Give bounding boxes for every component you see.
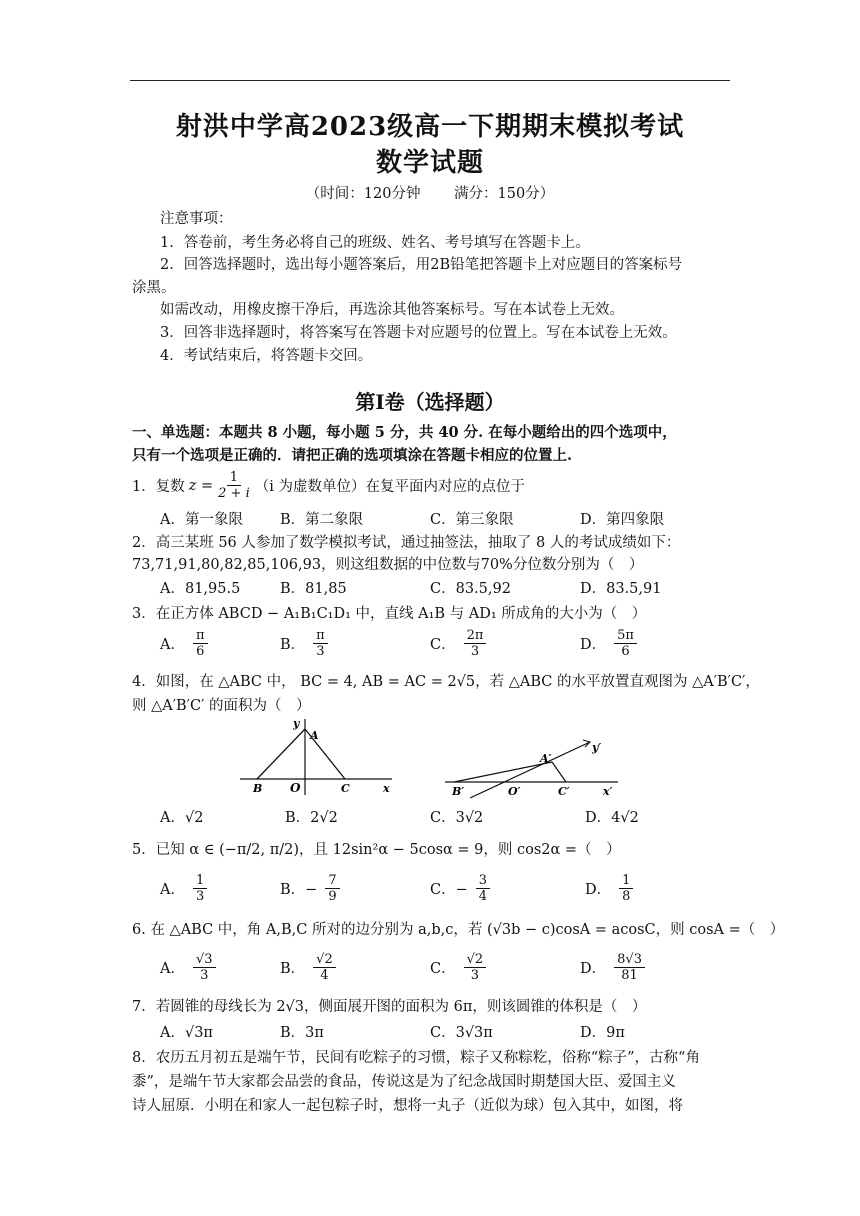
q5-option-a — [160, 873, 209, 904]
q4-option-d: D．4√2 — [585, 810, 639, 826]
q3-option-b — [280, 628, 330, 659]
section-instruction-1: 一、单选题：本题共 8 小题，每小题 5 分，共 40 分. 在每小题给出的四个选项中， — [132, 424, 677, 441]
q2-option-a: A．81,95.5 — [160, 581, 241, 597]
q6-option-b — [280, 952, 338, 983]
exam-title: 射洪中学高2023级高一下期期末模拟考试 — [175, 112, 685, 142]
q5-a-num: 1 — [193, 873, 207, 889]
q5-a-den: 3 — [195, 889, 205, 904]
q6-a-den: 3 — [200, 968, 209, 983]
q1-z: z = — [188, 477, 214, 494]
q3-b-num: π — [313, 628, 328, 644]
q6-d-num: 8√3 — [614, 952, 645, 968]
question-4: 4．如图，在 △ABC 中， BC = 4, AB = AC = 2√5，若 △ABC 的水平放置直观图为 △A′B′C′， — [132, 674, 760, 690]
q1-numerator: 1 — [227, 470, 241, 486]
fig1-label-y: y — [293, 717, 300, 730]
q3-b-label: B． — [280, 637, 306, 653]
q6-d-label: D． — [580, 961, 607, 977]
header-rule — [130, 80, 730, 81]
q6-a-num: √3 — [193, 952, 216, 968]
q3-c-den: 3 — [470, 644, 480, 659]
q6-option-c — [430, 952, 488, 983]
q7-option-a: A．√3π — [160, 1025, 213, 1041]
q5-option-d — [585, 873, 635, 904]
q1-option-d: D．第四象限 — [580, 512, 665, 528]
q1-prefix: 1．复数 — [132, 479, 185, 495]
q3-d-num: 5π — [614, 628, 637, 644]
q3-option-a — [160, 628, 210, 659]
q5-b-num: 7 — [325, 873, 339, 889]
fig1-side-ab — [257, 729, 305, 779]
note-3: 3．回答非选择题时，将答案写在答题卡对应题号的位置上。写在本试卷上无效。 — [160, 325, 677, 341]
fig1-label-a: A — [310, 729, 319, 742]
q3-d-den: 6 — [621, 644, 630, 659]
section-instruction-2: 只有一个选项是正确的．请把正确的选项填涂在答题卡相应的位置上. — [132, 447, 573, 464]
question-5: 5．已知 α ∈ (−π/2, π/2)，且 12sin²α − 5cosα = 9，则 cos2α =（ ） — [132, 842, 621, 858]
q4-figure-original — [235, 715, 395, 797]
question-2: 2．高三某班 56 人参加了数学模拟考试，通过抽签法，抽取了 8 人的考试成绩如下： — [132, 535, 681, 551]
question-7: 7．若圆锥的母线长为 2√3，侧面展开图的面积为 6π，则该圆锥的体积是（ ） — [132, 999, 647, 1015]
q6-b-label: B． — [280, 961, 306, 977]
q5-b-den: 9 — [328, 889, 337, 904]
question-4-cont: 则 △A′B′C′ 的面积为（ ） — [132, 698, 311, 714]
q3-option-d — [580, 628, 639, 659]
fig2-side-ac — [552, 762, 566, 782]
fig2-label-b: B′ — [452, 785, 465, 798]
note-2-cont: 涂黑。 — [132, 280, 176, 296]
q6-option-a — [160, 952, 218, 983]
q5-d-label: D． — [585, 882, 612, 898]
q6-a-label: A． — [160, 961, 185, 977]
fig2-label-a: A′ — [540, 752, 552, 765]
note-2: 2．回答选择题时，选出每小题答案后，用2B铅笔把答题卡上对应题目的答案标号 — [160, 257, 683, 273]
q6-c-label: C． — [430, 961, 456, 977]
time-note: （时间：120分钟 满分：150分） — [305, 186, 555, 202]
q2-option-b: B．81,85 — [280, 581, 347, 597]
q3-d-label: D． — [580, 637, 607, 653]
q5-c-den: 4 — [478, 889, 488, 904]
q3-c-label: C． — [430, 637, 456, 653]
q5-option-b — [280, 873, 342, 904]
q5-a-label: A． — [160, 882, 185, 898]
q6-c-den: 3 — [470, 968, 480, 983]
q5-c-label: C．− — [430, 882, 468, 898]
q4-option-b: B．2√2 — [285, 810, 338, 826]
q1-suffix: （i 为虚数单位）在复平面内对应的点位于 — [254, 479, 525, 495]
q5-d-num: 1 — [619, 873, 633, 889]
q3-c-num: 2π — [464, 628, 487, 644]
q4-figure-intuitive — [440, 738, 620, 800]
q1-denominator: 2 + i — [218, 486, 250, 501]
q5-d-den: 8 — [622, 889, 631, 904]
fig1-label-b: B — [253, 782, 263, 795]
fig2-y-axis — [470, 742, 590, 798]
q3-option-c — [430, 628, 488, 659]
q7-option-b: B．3π — [280, 1025, 324, 1041]
q1-option-a: A．第一象限 — [160, 512, 243, 528]
q5-c-num: 3 — [476, 873, 490, 889]
q7-option-d: D．9π — [580, 1025, 625, 1041]
fig2-label-c: C′ — [558, 785, 570, 798]
q6-c-num: √2 — [464, 952, 487, 968]
fig2-label-x: x′ — [603, 785, 613, 798]
fig2-label-y: y′ — [592, 741, 602, 754]
question-8-cont-2: 诗人屈原．小明在和家人一起包粽子时，想将一丸子（近似为球）包入其中，如图，将 — [132, 1098, 683, 1114]
q3-a-label: A． — [160, 637, 185, 653]
q1-fraction — [215, 470, 253, 501]
question-3: 3．在正方体 ABCD − A₁B₁C₁D₁ 中，直线 A₁B 与 AD₁ 所成角的大小为（ ） — [132, 606, 647, 622]
exam-subtitle: 数学试题 — [375, 148, 484, 178]
q2-option-c: C．83.5,92 — [430, 581, 511, 597]
question-6: 6. 在 △ABC 中，角 A,B,C 所对的边分别为 a,b,c，若 (√3b − c)cosA = acosC，则 cosA =（ ） — [132, 922, 785, 938]
q1-option-c: C．第三象限 — [430, 512, 514, 528]
question-1 — [132, 470, 525, 501]
q5-b-label: B．− — [280, 882, 318, 898]
fig2-side-ab — [454, 762, 552, 782]
section-title: 第I卷（选择题） — [355, 390, 505, 414]
note-2-extra: 如需改动，用橡皮擦干净后，再选涂其他答案标号。写在本试卷上无效。 — [160, 302, 624, 318]
question-8-cont-1: 黍”，是端午节大家都会品尝的食品，传说这是为了纪念战国时期楚国大臣、爱国主义 — [132, 1074, 676, 1090]
q3-a-den: 6 — [196, 644, 205, 659]
fig2-label-o: O′ — [508, 785, 521, 798]
q2-option-d: D．83.5,91 — [580, 581, 662, 597]
note-1: 1．答卷前，考生务必将自己的班级、姓名、考号填写在答题卡上。 — [160, 235, 590, 251]
fig1-label-o: O — [290, 781, 301, 795]
q7-option-c: C．3√3π — [430, 1025, 493, 1041]
note-4: 4．考试结束后，将答题卡交回。 — [160, 348, 373, 364]
notes-heading: 注意事项： — [160, 211, 233, 227]
q6-b-num: √2 — [313, 952, 336, 968]
q4-option-a: A．√2 — [160, 810, 204, 826]
question-8: 8．农历五月初五是端午节，民间有吃粽子的习惯，粽子又称粽籺，俗称“粽子”，古称“角 — [132, 1050, 700, 1066]
fig1-label-x: x — [383, 782, 390, 795]
q5-option-c — [430, 873, 492, 904]
q6-d-den: 81 — [621, 968, 638, 983]
q4-option-c: C．3√2 — [430, 810, 484, 826]
q3-a-num: π — [193, 628, 208, 644]
q3-b-den: 3 — [316, 644, 325, 659]
q6-b-den: 4 — [320, 968, 329, 983]
q1-option-b: B．第二象限 — [280, 512, 364, 528]
fig1-label-c: C — [341, 782, 350, 795]
q6-option-d — [580, 952, 647, 983]
question-2-data: 73,71,91,80,82,85,106,93，则这组数据的中位数与70%分位数分别为（ ） — [132, 557, 644, 573]
